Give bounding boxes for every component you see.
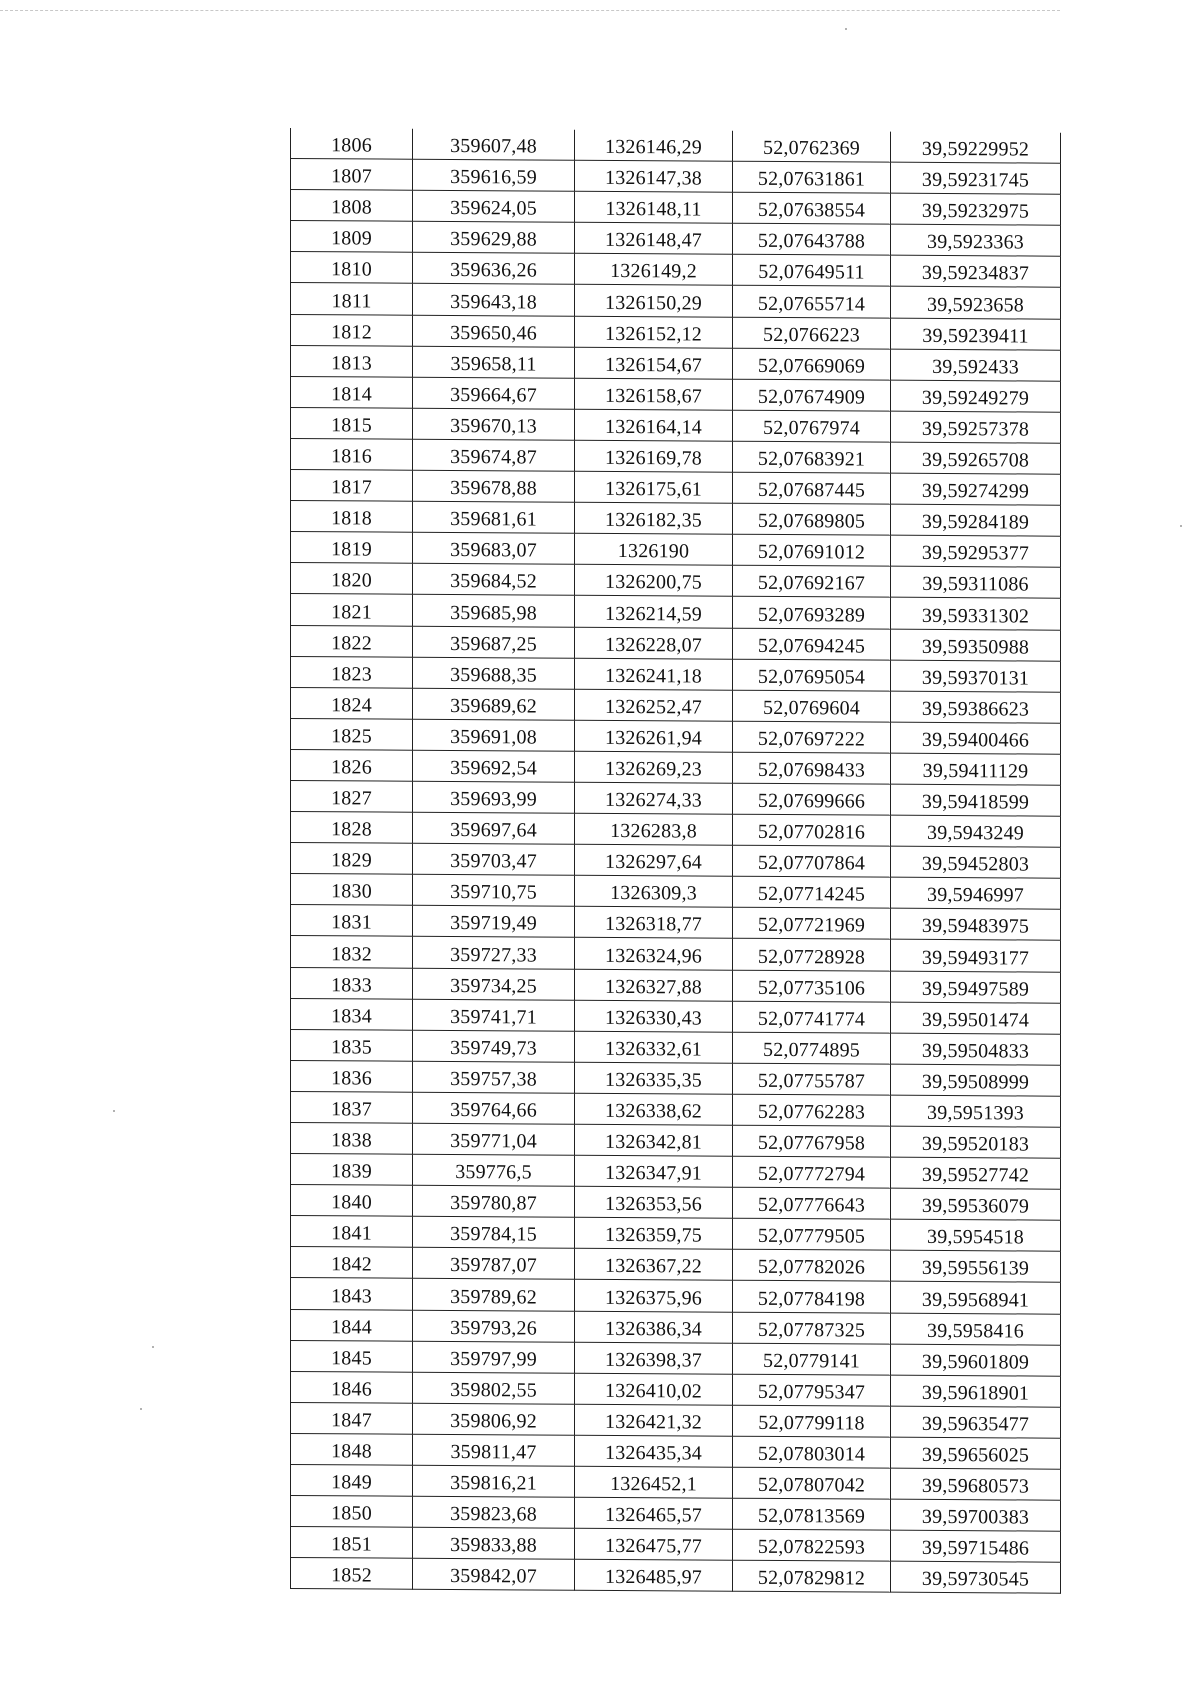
latitude-cell: 52,07693289: [733, 597, 891, 629]
y-coordinate-cell: 1326241,18: [575, 658, 733, 690]
y-coordinate-cell: 1326330,43: [575, 1000, 733, 1032]
table-row: [291, 1309, 1061, 1345]
x-coordinate-cell: 359636,26: [413, 253, 575, 285]
latitude-cell: 52,07699666: [733, 783, 891, 815]
point-number-cell: 1836: [291, 1060, 413, 1092]
latitude-cell: 52,07721969: [733, 908, 891, 940]
longitude-cell: 39,59265708: [891, 442, 1061, 474]
longitude-cell: 39,59501474: [891, 1002, 1061, 1034]
latitude-cell: 52,07779505: [733, 1218, 891, 1250]
latitude-cell: 52,0769604: [733, 690, 891, 722]
latitude-cell: 52,07822593: [733, 1529, 891, 1561]
point-number-cell: 1823: [291, 656, 413, 688]
table-row: [291, 376, 1061, 412]
x-coordinate-cell: 359616,59: [413, 159, 575, 191]
longitude-cell: 39,59418599: [891, 784, 1061, 816]
table-row: [291, 749, 1061, 785]
table-row: [291, 1154, 1061, 1190]
latitude-cell: 52,07772794: [733, 1156, 891, 1188]
latitude-cell: 52,07803014: [733, 1436, 891, 1468]
y-coordinate-cell: 1326252,47: [575, 689, 733, 721]
longitude-cell: 39,59231745: [891, 162, 1061, 194]
longitude-cell: 39,59284189: [891, 504, 1061, 536]
x-coordinate-cell: 359688,35: [413, 657, 575, 689]
point-number-cell: 1812: [291, 314, 413, 346]
latitude-cell: 52,07689805: [733, 503, 891, 535]
point-number-cell: 1846: [291, 1371, 413, 1403]
latitude-cell: 52,07649511: [733, 255, 891, 287]
x-coordinate-cell: 359624,05: [413, 190, 575, 222]
x-coordinate-cell: 359776,5: [413, 1154, 575, 1186]
x-coordinate-cell: 359749,73: [413, 1030, 575, 1062]
point-number-cell: 1840: [291, 1185, 413, 1217]
y-coordinate-cell: 1326485,97: [575, 1560, 733, 1592]
longitude-cell: 39,59257378: [891, 411, 1061, 443]
table-row: [291, 470, 1061, 506]
table-row: [291, 625, 1061, 661]
y-coordinate-cell: 1326283,8: [575, 813, 733, 845]
x-coordinate-cell: 359823,68: [413, 1496, 575, 1528]
x-coordinate-cell: 359689,62: [413, 688, 575, 720]
latitude-cell: 52,07697222: [733, 721, 891, 753]
y-coordinate-cell: 1326332,61: [575, 1031, 733, 1063]
x-coordinate-cell: 359664,67: [413, 377, 575, 409]
table-row: [291, 1247, 1061, 1283]
table-row: [291, 1060, 1061, 1096]
point-number-cell: 1850: [291, 1496, 413, 1528]
x-coordinate-cell: 359697,64: [413, 812, 575, 844]
y-coordinate-cell: 1326146,29: [575, 130, 733, 162]
y-coordinate-cell: 1326359,75: [575, 1218, 733, 1250]
y-coordinate-cell: 1326164,14: [575, 409, 733, 441]
latitude-cell: 52,0767974: [733, 410, 891, 442]
y-coordinate-cell: 1326269,23: [575, 751, 733, 783]
x-coordinate-cell: 359681,61: [413, 501, 575, 533]
y-coordinate-cell: 1326169,78: [575, 440, 733, 472]
point-number-cell: 1828: [291, 812, 413, 844]
longitude-cell: 39,59350988: [891, 629, 1061, 661]
longitude-cell: 39,59274299: [891, 473, 1061, 505]
point-number-cell: 1849: [291, 1465, 413, 1497]
table-row: [291, 159, 1061, 195]
latitude-cell: 52,07776643: [733, 1187, 891, 1219]
x-coordinate-cell: 359678,88: [413, 470, 575, 502]
coordinates-table-body: [291, 128, 1061, 1594]
longitude-cell: 39,59520183: [891, 1126, 1061, 1158]
point-number-cell: 1813: [291, 345, 413, 377]
point-number-cell: 1843: [291, 1278, 413, 1310]
x-coordinate-cell: 359629,88: [413, 222, 575, 254]
point-number-cell: 1829: [291, 843, 413, 875]
x-coordinate-cell: 359811,47: [413, 1434, 575, 1466]
point-number-cell: 1839: [291, 1154, 413, 1186]
x-coordinate-cell: 359710,75: [413, 874, 575, 906]
longitude-cell: 39,59311086: [891, 566, 1061, 598]
latitude-cell: 52,0766223: [733, 317, 891, 349]
y-coordinate-cell: 1326318,77: [575, 907, 733, 939]
x-coordinate-cell: 359674,87: [413, 439, 575, 471]
longitude-cell: 39,59730545: [891, 1561, 1061, 1593]
table-row: [291, 594, 1061, 630]
latitude-cell: 52,07762283: [733, 1094, 891, 1126]
longitude-cell: 39,59568941: [891, 1282, 1061, 1314]
y-coordinate-cell: 1326398,37: [575, 1342, 733, 1374]
point-number-cell: 1820: [291, 563, 413, 595]
x-coordinate-cell: 359806,92: [413, 1403, 575, 1435]
point-number-cell: 1842: [291, 1247, 413, 1279]
x-coordinate-cell: 359658,11: [413, 346, 575, 378]
point-number-cell: 1818: [291, 501, 413, 533]
table-row: [291, 438, 1061, 474]
longitude-cell: 39,59656025: [891, 1437, 1061, 1469]
point-number-cell: 1815: [291, 407, 413, 439]
longitude-cell: 39,59411129: [891, 753, 1061, 785]
point-number-cell: 1844: [291, 1309, 413, 1341]
longitude-cell: 39,59452803: [891, 846, 1061, 878]
table-row: [291, 1091, 1061, 1127]
table-row: [291, 687, 1061, 723]
x-coordinate-cell: 359780,87: [413, 1185, 575, 1217]
y-coordinate-cell: 1326367,22: [575, 1249, 733, 1281]
longitude-cell: 39,59504833: [891, 1033, 1061, 1065]
table-row: [291, 812, 1061, 848]
table-row: [291, 283, 1061, 319]
latitude-cell: 52,07692167: [733, 566, 891, 598]
point-number-cell: 1810: [291, 252, 413, 284]
y-coordinate-cell: 1326200,75: [575, 565, 733, 597]
longitude-cell: 39,59527742: [891, 1157, 1061, 1189]
point-number-cell: 1808: [291, 190, 413, 222]
longitude-cell: 39,59508999: [891, 1064, 1061, 1096]
latitude-cell: 52,07813569: [733, 1498, 891, 1530]
point-number-cell: 1809: [291, 221, 413, 253]
table-row: [291, 1123, 1061, 1159]
y-coordinate-cell: 1326182,35: [575, 502, 733, 534]
table-row: [291, 407, 1061, 443]
table-row: [291, 905, 1061, 941]
table-row: [291, 656, 1061, 692]
longitude-cell: 39,5958416: [891, 1313, 1061, 1345]
latitude-cell: 52,07795347: [733, 1374, 891, 1406]
x-coordinate-cell: 359802,55: [413, 1372, 575, 1404]
table-row: [291, 128, 1061, 163]
latitude-cell: 52,07674909: [733, 379, 891, 411]
x-coordinate-cell: 359797,99: [413, 1341, 575, 1373]
longitude-cell: 39,5923363: [891, 224, 1061, 256]
longitude-cell: 39,59497589: [891, 971, 1061, 1003]
point-number-cell: 1841: [291, 1216, 413, 1248]
table-row: [291, 718, 1061, 754]
scan-speck: [845, 28, 847, 30]
longitude-cell: 39,5954518: [891, 1219, 1061, 1251]
longitude-cell: 39,59483975: [891, 909, 1061, 941]
table-row: [291, 1402, 1061, 1438]
longitude-cell: 39,59232975: [891, 193, 1061, 225]
y-coordinate-cell: 1326158,67: [575, 378, 733, 410]
table-row: [291, 190, 1061, 226]
coordinates-table: [290, 128, 1061, 1594]
table-row: [291, 221, 1061, 257]
x-coordinate-cell: 359692,54: [413, 750, 575, 782]
point-number-cell: 1824: [291, 687, 413, 719]
point-number-cell: 1811: [291, 283, 413, 315]
table-row: [291, 252, 1061, 288]
y-coordinate-cell: 1326175,61: [575, 471, 733, 503]
point-number-cell: 1806: [291, 128, 413, 159]
latitude-cell: 52,07687445: [733, 472, 891, 504]
latitude-cell: 52,07694245: [733, 628, 891, 660]
table-row: [291, 1340, 1061, 1376]
y-coordinate-cell: 1326274,33: [575, 782, 733, 814]
x-coordinate-cell: 359771,04: [413, 1123, 575, 1155]
x-coordinate-cell: 359764,66: [413, 1092, 575, 1124]
y-coordinate-cell: 1326353,56: [575, 1186, 733, 1218]
point-number-cell: 1807: [291, 159, 413, 191]
latitude-cell: 52,0762369: [733, 131, 891, 163]
point-number-cell: 1834: [291, 998, 413, 1030]
scan-speck: [140, 1408, 142, 1410]
x-coordinate-cell: 359734,25: [413, 968, 575, 1000]
longitude-cell: 39,59556139: [891, 1251, 1061, 1283]
table-row: [291, 967, 1061, 1003]
longitude-cell: 39,59249279: [891, 380, 1061, 412]
x-coordinate-cell: 359816,21: [413, 1465, 575, 1497]
longitude-cell: 39,59239411: [891, 318, 1061, 350]
latitude-cell: 52,07735106: [733, 970, 891, 1002]
table-row: [291, 345, 1061, 381]
longitude-cell: 39,59680573: [891, 1468, 1061, 1500]
x-coordinate-cell: 359793,26: [413, 1310, 575, 1342]
point-number-cell: 1852: [291, 1558, 413, 1590]
latitude-cell: 52,07683921: [733, 441, 891, 473]
longitude-cell: 39,5951393: [891, 1095, 1061, 1127]
longitude-cell: 39,59331302: [891, 598, 1061, 630]
table-row: [291, 1029, 1061, 1065]
x-coordinate-cell: 359787,07: [413, 1248, 575, 1280]
table-row: [291, 874, 1061, 910]
point-number-cell: 1826: [291, 749, 413, 781]
latitude-cell: 52,07787325: [733, 1312, 891, 1344]
longitude-cell: 39,59295377: [891, 535, 1061, 567]
y-coordinate-cell: 1326465,57: [575, 1497, 733, 1529]
x-coordinate-cell: 359685,98: [413, 595, 575, 627]
point-number-cell: 1822: [291, 625, 413, 657]
y-coordinate-cell: 1326148,11: [575, 191, 733, 223]
y-coordinate-cell: 1326375,96: [575, 1280, 733, 1312]
table-row: [291, 1185, 1061, 1221]
y-coordinate-cell: 1326324,96: [575, 938, 733, 970]
x-coordinate-cell: 359741,71: [413, 999, 575, 1031]
table-row: [291, 1278, 1061, 1314]
x-coordinate-cell: 359784,15: [413, 1217, 575, 1249]
table-row: [291, 1558, 1061, 1594]
y-coordinate-cell: 1326410,02: [575, 1373, 733, 1405]
y-coordinate-cell: 1326347,91: [575, 1155, 733, 1187]
y-coordinate-cell: 1326190: [575, 533, 733, 565]
y-coordinate-cell: 1326150,29: [575, 285, 733, 317]
latitude-cell: 52,07767958: [733, 1125, 891, 1157]
latitude-cell: 52,07702816: [733, 814, 891, 846]
longitude-cell: 39,59370131: [891, 660, 1061, 692]
table-row: [291, 1496, 1061, 1532]
longitude-cell: 39,59386623: [891, 691, 1061, 723]
latitude-cell: 52,07655714: [733, 286, 891, 318]
x-coordinate-cell: 359687,25: [413, 626, 575, 658]
point-number-cell: 1845: [291, 1340, 413, 1372]
latitude-cell: 52,07799118: [733, 1405, 891, 1437]
scan-top-edge: [0, 10, 1060, 11]
y-coordinate-cell: 1326261,94: [575, 720, 733, 752]
x-coordinate-cell: 359607,48: [413, 129, 575, 161]
y-coordinate-cell: 1326147,38: [575, 160, 733, 192]
table-row: [291, 563, 1061, 599]
longitude-cell: 39,59715486: [891, 1530, 1061, 1562]
latitude-cell: 52,07631861: [733, 161, 891, 193]
point-number-cell: 1830: [291, 874, 413, 906]
point-number-cell: 1833: [291, 967, 413, 999]
x-coordinate-cell: 359703,47: [413, 843, 575, 875]
scan-speck: [152, 1346, 154, 1348]
x-coordinate-cell: 359643,18: [413, 284, 575, 316]
y-coordinate-cell: 1326335,35: [575, 1062, 733, 1094]
x-coordinate-cell: 359683,07: [413, 532, 575, 564]
longitude-cell: 39,5946997: [891, 877, 1061, 909]
table-row: [291, 1433, 1061, 1469]
scan-speck: [113, 1110, 115, 1112]
longitude-cell: 39,5923658: [891, 287, 1061, 319]
longitude-cell: 39,59635477: [891, 1406, 1061, 1438]
y-coordinate-cell: 1326297,64: [575, 844, 733, 876]
longitude-cell: 39,592433: [891, 349, 1061, 381]
longitude-cell: 39,59400466: [891, 722, 1061, 754]
point-number-cell: 1837: [291, 1091, 413, 1123]
x-coordinate-cell: 359719,49: [413, 906, 575, 938]
y-coordinate-cell: 1326327,88: [575, 969, 733, 1001]
point-number-cell: 1816: [291, 438, 413, 470]
x-coordinate-cell: 359833,88: [413, 1527, 575, 1559]
latitude-cell: 52,07638554: [733, 192, 891, 224]
table-row: [291, 501, 1061, 537]
latitude-cell: 52,07691012: [733, 534, 891, 566]
point-number-cell: 1851: [291, 1527, 413, 1559]
point-number-cell: 1848: [291, 1433, 413, 1465]
y-coordinate-cell: 1326154,67: [575, 347, 733, 379]
latitude-cell: 52,07829812: [733, 1561, 891, 1593]
latitude-cell: 52,07669069: [733, 348, 891, 380]
table-row: [291, 532, 1061, 568]
y-coordinate-cell: 1326214,59: [575, 596, 733, 628]
latitude-cell: 52,07782026: [733, 1250, 891, 1282]
latitude-cell: 52,07643788: [733, 223, 891, 255]
longitude-cell: 39,59234837: [891, 256, 1061, 288]
point-number-cell: 1814: [291, 376, 413, 408]
longitude-cell: 39,59700383: [891, 1499, 1061, 1531]
y-coordinate-cell: 1326309,3: [575, 875, 733, 907]
point-number-cell: 1832: [291, 936, 413, 968]
latitude-cell: 52,07807042: [733, 1467, 891, 1499]
x-coordinate-cell: 359670,13: [413, 408, 575, 440]
x-coordinate-cell: 359757,38: [413, 1061, 575, 1093]
latitude-cell: 52,07707864: [733, 845, 891, 877]
point-number-cell: 1835: [291, 1029, 413, 1061]
latitude-cell: 52,07714245: [733, 876, 891, 908]
longitude-cell: 39,59618901: [891, 1375, 1061, 1407]
y-coordinate-cell: 1326435,34: [575, 1435, 733, 1467]
point-number-cell: 1825: [291, 718, 413, 750]
y-coordinate-cell: 1326386,34: [575, 1311, 733, 1343]
longitude-cell: 39,59229952: [891, 132, 1061, 164]
x-coordinate-cell: 359789,62: [413, 1279, 575, 1311]
y-coordinate-cell: 1326148,47: [575, 223, 733, 255]
latitude-cell: 52,07784198: [733, 1281, 891, 1313]
x-coordinate-cell: 359727,33: [413, 937, 575, 969]
table-row: [291, 998, 1061, 1034]
longitude-cell: 39,59493177: [891, 940, 1061, 972]
point-number-cell: 1838: [291, 1123, 413, 1155]
point-number-cell: 1821: [291, 594, 413, 626]
table-row: [291, 780, 1061, 816]
point-number-cell: 1819: [291, 532, 413, 564]
table-row: [291, 1465, 1061, 1501]
y-coordinate-cell: 1326149,2: [575, 254, 733, 286]
table-row: [291, 936, 1061, 972]
y-coordinate-cell: 1326152,12: [575, 316, 733, 348]
latitude-cell: 52,07695054: [733, 659, 891, 691]
y-coordinate-cell: 1326475,77: [575, 1528, 733, 1560]
table-row: [291, 843, 1061, 879]
x-coordinate-cell: 359684,52: [413, 564, 575, 596]
coordinates-table-container: [290, 128, 1060, 1594]
latitude-cell: 52,0774895: [733, 1032, 891, 1064]
y-coordinate-cell: 1326338,62: [575, 1093, 733, 1125]
point-number-cell: 1817: [291, 470, 413, 502]
y-coordinate-cell: 1326228,07: [575, 627, 733, 659]
longitude-cell: 39,5943249: [891, 815, 1061, 847]
scan-speck: [1180, 525, 1182, 527]
latitude-cell: 52,07698433: [733, 752, 891, 784]
x-coordinate-cell: 359650,46: [413, 315, 575, 347]
table-row: [291, 1216, 1061, 1252]
latitude-cell: 52,07755787: [733, 1063, 891, 1095]
point-number-cell: 1847: [291, 1402, 413, 1434]
y-coordinate-cell: 1326421,32: [575, 1404, 733, 1436]
table-row: [291, 1371, 1061, 1407]
table-row: [291, 314, 1061, 350]
x-coordinate-cell: 359691,08: [413, 719, 575, 751]
y-coordinate-cell: 1326452,1: [575, 1466, 733, 1498]
x-coordinate-cell: 359693,99: [413, 781, 575, 813]
latitude-cell: 52,0779141: [733, 1343, 891, 1375]
longitude-cell: 39,59536079: [891, 1188, 1061, 1220]
table-row: [291, 1527, 1061, 1563]
latitude-cell: 52,07728928: [733, 939, 891, 971]
y-coordinate-cell: 1326342,81: [575, 1124, 733, 1156]
point-number-cell: 1831: [291, 905, 413, 937]
longitude-cell: 39,59601809: [891, 1344, 1061, 1376]
latitude-cell: 52,07741774: [733, 1001, 891, 1033]
x-coordinate-cell: 359842,07: [413, 1559, 575, 1591]
point-number-cell: 1827: [291, 780, 413, 812]
